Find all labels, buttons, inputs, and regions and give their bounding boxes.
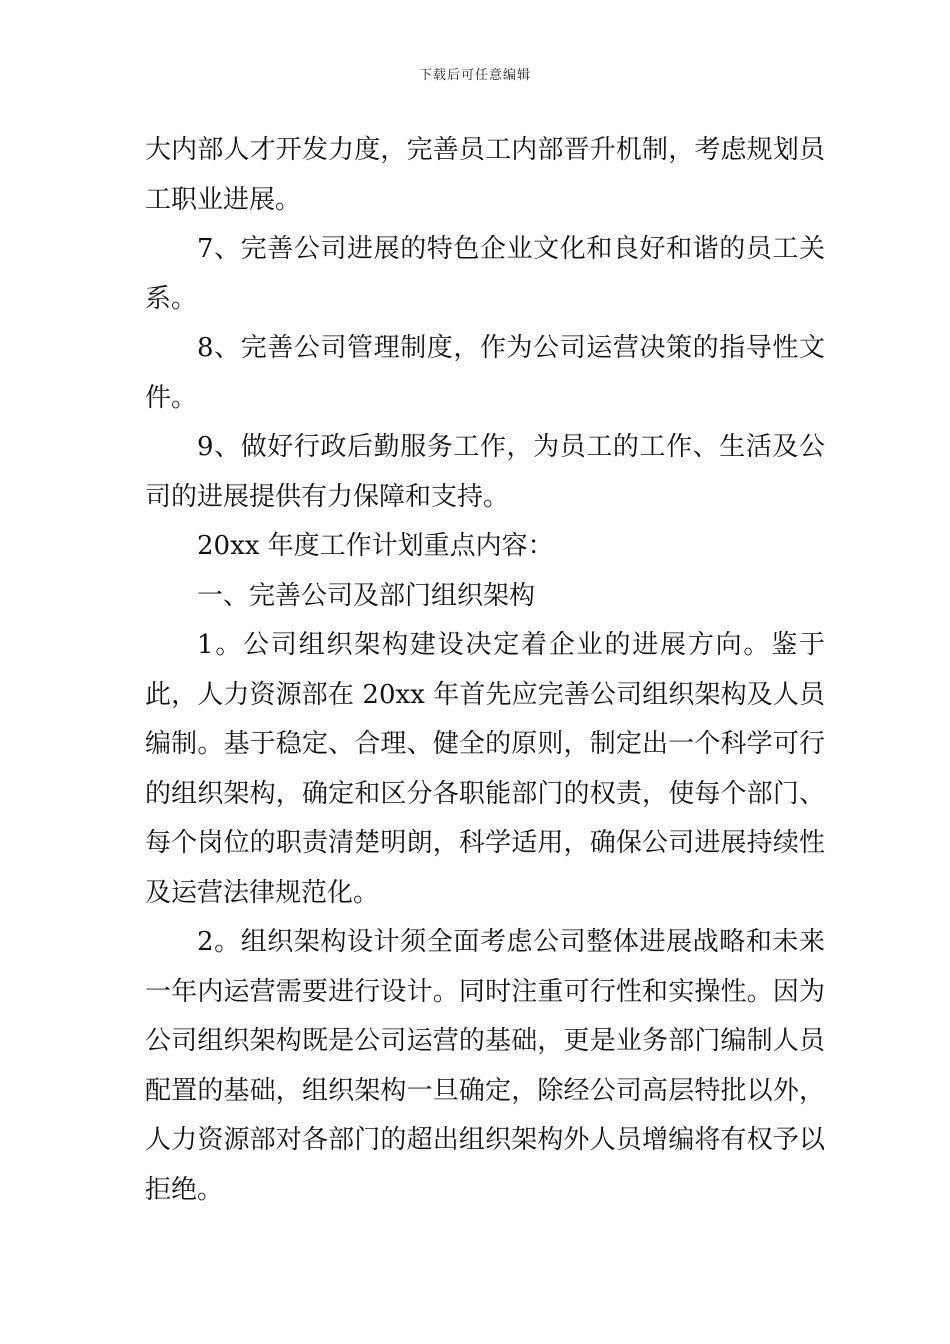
document-body [145,126,825,1215]
paragraph-item-7: 7、完善公司进展的特色企业文化和良好和谐的员工关系。 [145,234,825,314]
section-intro: 20xx 年度工作计划重点内容： [197,531,554,561]
page-header: 下载后可任意编辑 [418,68,531,83]
paragraph-item-9: 9、做好行政后勤服务工作，为员工的工作、生活及公司的进展提供有力保障和支持。 [145,432,825,512]
paragraph-item-8: 8、完善公司管理制度，作为公司运营决策的指导性文件。 [145,333,825,413]
paragraph-point-2: 2。组织架构设计须全面考虑公司整体进展战略和未来一年内运营需要进行设计。同时注重可行性和实操性。因为公司组织架构既是公司运营的基础，更是业务部门编制人员配置的基础，组织架构一旦确定，除经公司高层特批以外，人力资源部对各部门的超出组织架构外人员增编将有权予以拒绝。 [145,927,825,1205]
paragraph-continuation: 大内部人才开发力度，完善员工内部晋升机制，考虑规划员工职业进展。 [145,135,825,215]
section-heading-1: 一、完善公司及部门组织架构 [197,580,536,611]
paragraph-point-1: 1。公司组织架构建设决定着企业的进展方向。鉴于此，人力资源部在 20xx 年首先应完善公司组织架构及人员编制。基于稳定、合理、健全的原则，制定出一个科学可行的组织架构，确定和区分各职能部门的权责，使每个部门、每个岗位的职责清楚明朗，科学适用，确保公司进展持续性及运营法律规范化。 [145,630,825,908]
